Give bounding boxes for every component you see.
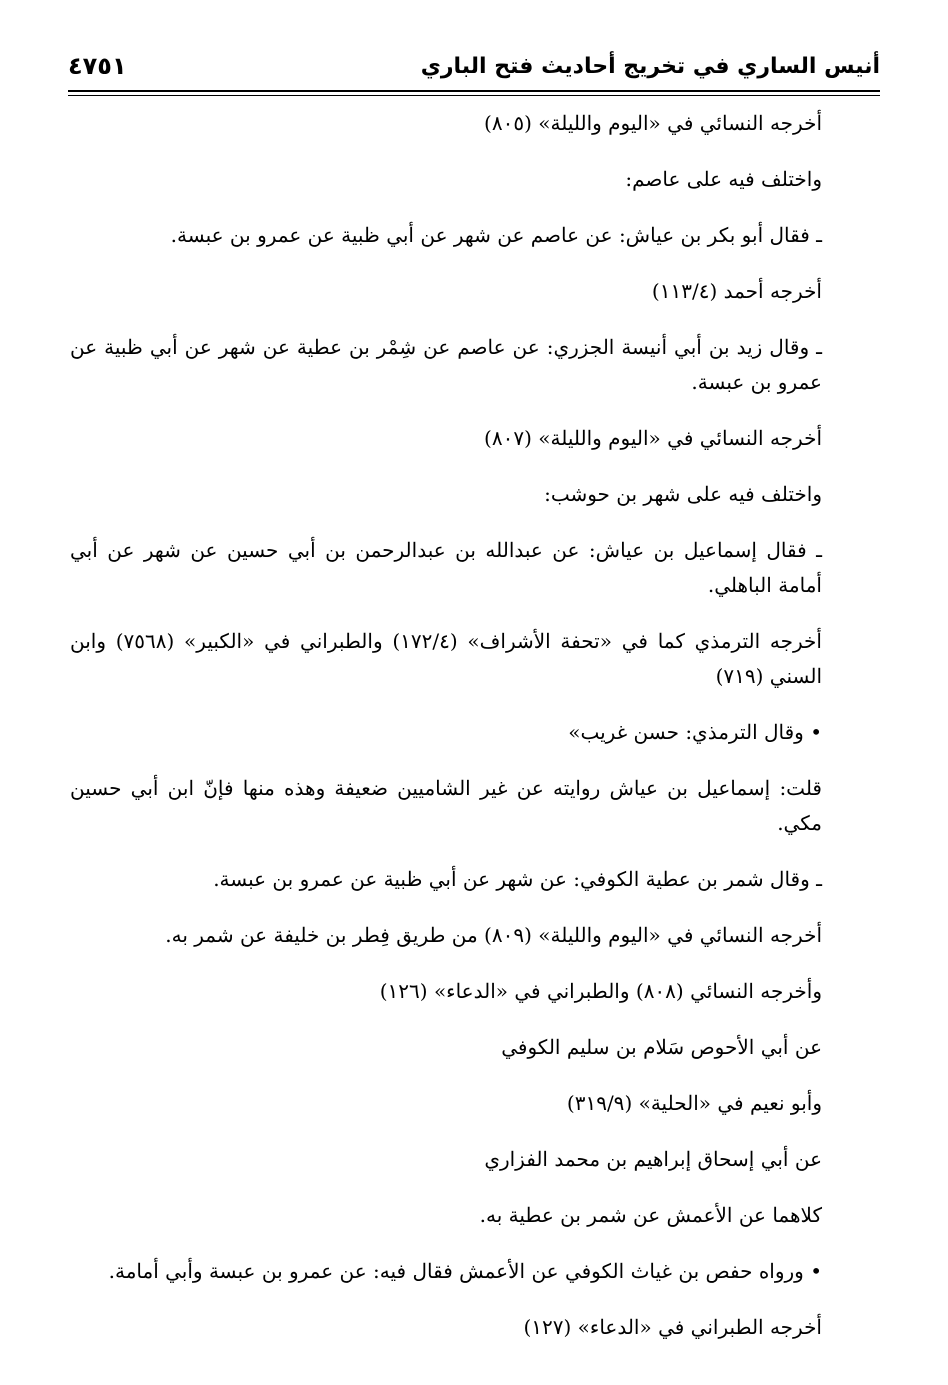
- paragraph: • وقال الترمذي: حسن غريب»: [568, 720, 822, 744]
- paragraph: كلاهما عن الأعمش عن شمر بن عطية به.: [479, 1203, 822, 1227]
- paragraph: عن أبي الأحوص سَلام بن سليم الكوفي: [501, 1035, 822, 1059]
- paragraph: وأبو نعيم في «الحلية» (٣١٩/٩): [566, 1091, 822, 1115]
- paragraph: أخرجه النسائي في «اليوم والليلة» (٨٠٧): [484, 426, 822, 450]
- running-title: أنيس الساري في تخريج أحاديث فتح الباري: [420, 54, 880, 79]
- paragraph: • ورواه حفص بن غياث الكوفي عن الأعمش فقال فيه: عن عمرو بن عبسة وأبي أمامة.: [108, 1259, 822, 1283]
- paragraph: أخرجه النسائي في «اليوم والليلة» (٨٠٥): [484, 111, 822, 135]
- paragraph: أخرجه أحمد (١١٣/٤): [651, 279, 822, 303]
- paragraph: أخرجه الطبراني في «الدعاء» (١٢٧): [523, 1315, 822, 1339]
- paragraph: قلت: إسماعيل بن عياش روايته عن غير الشاميين ضعيفة وهذه منها فإنّ ابن أبي حسين مكي.: [70, 776, 822, 835]
- paragraph: ـ فقال إسماعيل بن عياش: عن عبدالله بن عبدالرحمن بن أبي حسين عن شهر عن أبي أمامة الباهلي.: [70, 538, 822, 597]
- paragraph: ـ فقال أبو بكر بن عياش: عن عاصم عن شهر عن أبي ظبية عن عمرو بن عبسة.: [170, 223, 822, 247]
- header-rule-thin: [68, 95, 880, 96]
- paragraph: عن أبي إسحاق إبراهيم بن محمد الفزاري: [484, 1147, 822, 1171]
- page-body: [70, 106, 880, 1366]
- header-rule-thick: [68, 90, 880, 92]
- paragraph: واختلف فيه على شهر بن حوشب:: [544, 482, 822, 506]
- paragraph: أخرجه الترمذي كما في «تحفة الأشراف» (١٧٢/٤) والطبراني في «الكبير» (٧٥٦٨) وابن السني (٧١٩): [70, 629, 822, 688]
- paragraph: واختلف فيه على عاصم:: [625, 167, 822, 191]
- page-header: [68, 46, 880, 90]
- paragraph: ـ وقال شمر بن عطية الكوفي: عن شهر عن أبي ظبية عن عمرو بن عبسة.: [213, 867, 822, 891]
- paragraph: أخرجه النسائي في «اليوم والليلة» (٨٠٩) من طريق فِطر بن خليفة عن شمر به.: [165, 923, 822, 947]
- page-number: ٤٧٥١: [68, 52, 127, 80]
- paragraph: ـ وقال زيد بن أبي أنيسة الجزري: عن عاصم عن شِمْر بن عطية عن شهر عن أبي ظبية عن عمرو بن عبسة.: [70, 335, 822, 394]
- paragraph: وأخرجه النسائي (٨٠٨) والطبراني في «الدعاء» (١٢٦): [379, 979, 822, 1003]
